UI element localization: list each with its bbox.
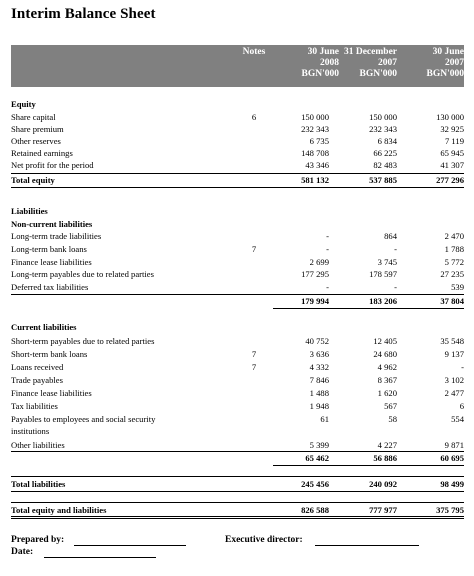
row-label: Net profit for the period xyxy=(11,160,94,170)
table-row xyxy=(11,147,464,159)
prepared-by-signature-line xyxy=(74,545,186,546)
row-value-2008: 61 xyxy=(320,414,329,424)
row-value-dec-2007: - xyxy=(394,282,397,292)
header-col3-date: 30 June xyxy=(432,47,464,57)
table-row xyxy=(11,400,464,412)
row-label: Finance lease liabilities xyxy=(11,388,92,398)
column-header-bar xyxy=(11,45,464,87)
row-label: Total equity and liabilities xyxy=(11,505,107,515)
row-label: institutions xyxy=(11,426,50,436)
table-row xyxy=(11,281,464,293)
row-label: Long-term bank loans xyxy=(11,244,87,254)
row-value-dec-2007: 537 885 xyxy=(369,175,397,185)
row-value-dec-2007: 232 343 xyxy=(369,124,397,134)
row-note: 7 xyxy=(251,349,257,359)
row-value-dec-2007: 4 227 xyxy=(377,440,397,450)
row-label: Short-term bank loans xyxy=(11,349,88,359)
table-row xyxy=(11,268,464,280)
table-row xyxy=(11,413,464,425)
row-value-jun-2007: 277 296 xyxy=(436,175,464,185)
header-col1-date: 30 June xyxy=(307,47,339,57)
header-col-30-june-2008 xyxy=(283,47,339,80)
table-row xyxy=(11,348,464,360)
row-value-2008: 1 488 xyxy=(309,388,329,398)
row-value-2008: 65 462 xyxy=(305,453,329,463)
row-value-jun-2007: 2 470 xyxy=(444,231,464,241)
row-value-dec-2007: 178 597 xyxy=(369,269,397,279)
section-label: Equity xyxy=(11,99,36,109)
row-label: Other reserves xyxy=(11,136,61,146)
row-value-2008: 6 735 xyxy=(309,136,329,146)
row-value-dec-2007: 6 834 xyxy=(377,136,397,146)
row-label: Total equity xyxy=(11,175,55,185)
row-label: Share capital xyxy=(11,112,56,122)
row-label: Retained earnings xyxy=(11,148,73,158)
prepared-by-label: Prepared by: xyxy=(11,535,65,545)
row-value-jun-2007: 35 548 xyxy=(440,336,464,346)
row-value-jun-2007: 375 795 xyxy=(436,505,464,515)
row-value-jun-2007: 60 695 xyxy=(440,453,464,463)
table-row xyxy=(11,123,464,135)
row-value-dec-2007: 150 000 xyxy=(369,112,397,122)
section-label: Current liabilities xyxy=(11,322,77,332)
row-value-jun-2007: 9 871 xyxy=(444,440,464,450)
row-label: Deferred tax liabilities xyxy=(11,282,89,292)
row-value-2008: 43 346 xyxy=(305,160,329,170)
row-value-2008: 2 699 xyxy=(309,257,329,267)
row-value-jun-2007: - xyxy=(461,362,464,372)
row-value-jun-2007: 9 137 xyxy=(444,349,464,359)
row-value-2008: 177 295 xyxy=(301,269,329,279)
row-value-dec-2007: 1 620 xyxy=(377,388,397,398)
row-value-2008: - xyxy=(326,282,329,292)
header-col-31-december-2007 xyxy=(339,47,397,80)
row-value-dec-2007: 56 886 xyxy=(373,453,397,463)
section-heading-equity xyxy=(11,98,464,110)
table-row xyxy=(11,230,464,242)
grand-total-row xyxy=(11,504,464,516)
section-heading-liabilities xyxy=(11,205,464,217)
executive-director-signature-line xyxy=(315,545,419,546)
table-row xyxy=(11,361,464,373)
row-value-jun-2007: 7 119 xyxy=(444,136,464,146)
header-col1-unit: BGN'000 xyxy=(301,69,339,79)
header-col-30-june-2007 xyxy=(404,47,464,80)
table-row xyxy=(11,243,464,255)
row-value-dec-2007: 66 225 xyxy=(373,148,397,158)
header-col3-unit: BGN'000 xyxy=(426,69,464,79)
row-value-jun-2007: 2 477 xyxy=(444,388,464,398)
row-label: Total liabilities xyxy=(11,479,66,489)
row-value-2008: - xyxy=(326,231,329,241)
row-value-dec-2007: - xyxy=(394,244,397,254)
row-label: Finance lease liabilities xyxy=(11,257,92,267)
row-value-2008: 245 456 xyxy=(301,479,329,489)
page-title: Interim Balance Sheet xyxy=(11,6,156,22)
noncurrent-subtotal-row xyxy=(11,295,464,307)
row-value-jun-2007: 65 945 xyxy=(440,148,464,158)
row-value-jun-2007: 130 000 xyxy=(436,112,464,122)
row-value-dec-2007: 864 xyxy=(384,231,397,241)
header-col2-year: 2007 xyxy=(378,58,397,68)
row-value-2008: 826 588 xyxy=(301,505,329,515)
row-value-2008: 4 332 xyxy=(309,362,329,372)
row-note: 7 xyxy=(251,362,257,372)
row-value-dec-2007: 8 367 xyxy=(377,375,397,385)
row-value-dec-2007: 3 745 xyxy=(377,257,397,267)
current-subtotal-row xyxy=(11,452,464,464)
row-value-dec-2007: 24 680 xyxy=(373,349,397,359)
row-label: Short-term payables due to related parties xyxy=(11,336,155,346)
row-value-jun-2007: 3 102 xyxy=(444,375,464,385)
table-row xyxy=(11,159,464,171)
row-value-2008: 7 846 xyxy=(309,375,329,385)
row-value-2008: - xyxy=(326,244,329,254)
header-col1-year: 2008 xyxy=(320,58,339,68)
row-value-jun-2007: 5 772 xyxy=(444,257,464,267)
row-value-dec-2007: 567 xyxy=(384,401,397,411)
table-row xyxy=(11,135,464,147)
table-row xyxy=(11,335,464,347)
row-label: Share premium xyxy=(11,124,64,134)
row-value-dec-2007: 183 206 xyxy=(369,296,397,306)
table-row xyxy=(11,256,464,268)
row-note: 7 xyxy=(251,244,257,254)
row-label: Long-term trade liabilities xyxy=(11,231,102,241)
row-value-jun-2007: 27 235 xyxy=(440,269,464,279)
row-label: Tax liabilities xyxy=(11,401,58,411)
row-value-2008: 148 708 xyxy=(301,148,329,158)
header-notes: Notes xyxy=(242,47,266,57)
row-label: Long-term payables due to related parties xyxy=(11,269,154,279)
row-value-2008: 179 994 xyxy=(301,296,329,306)
row-value-jun-2007: 37 804 xyxy=(440,296,464,306)
row-note: 6 xyxy=(251,112,257,122)
table-row xyxy=(11,439,464,451)
total-liabilities-row xyxy=(11,478,464,490)
table-row xyxy=(11,425,464,437)
row-value-jun-2007: 554 xyxy=(451,414,464,424)
row-value-dec-2007: 58 xyxy=(388,414,397,424)
row-value-jun-2007: 6 xyxy=(459,401,464,411)
row-value-2008: 1 948 xyxy=(309,401,329,411)
subsection-heading-noncurrent xyxy=(11,218,464,230)
row-label: Payables to employees and social security xyxy=(11,414,156,424)
row-label: Trade payables xyxy=(11,375,63,385)
subsection-heading-current xyxy=(11,321,464,333)
row-value-jun-2007: 98 499 xyxy=(440,479,464,489)
row-value-jun-2007: 1 788 xyxy=(444,244,464,254)
row-value-dec-2007: 777 977 xyxy=(369,505,397,515)
divider xyxy=(273,465,464,466)
row-value-dec-2007: 240 092 xyxy=(369,479,397,489)
header-col2-date: 31 December xyxy=(343,47,397,57)
row-value-jun-2007: 539 xyxy=(451,282,464,292)
date-signature-line xyxy=(44,557,156,558)
row-label: Other liabilities xyxy=(11,440,65,450)
row-value-dec-2007: 4 962 xyxy=(377,362,397,372)
row-value-dec-2007: 12 405 xyxy=(373,336,397,346)
row-label: Loans received xyxy=(11,362,64,372)
row-value-jun-2007: 41 307 xyxy=(440,160,464,170)
header-col3-year: 2007 xyxy=(445,58,464,68)
table-row xyxy=(11,374,464,386)
row-value-2008: 150 000 xyxy=(301,112,329,122)
header-col2-unit: BGN'000 xyxy=(359,69,397,79)
row-value-2008: 40 752 xyxy=(305,336,329,346)
executive-director-label: Executive director: xyxy=(225,535,303,545)
table-row xyxy=(11,387,464,399)
row-value-dec-2007: 82 483 xyxy=(373,160,397,170)
table-row xyxy=(11,111,464,123)
row-value-2008: 5 399 xyxy=(309,440,329,450)
row-value-2008: 581 132 xyxy=(301,175,329,185)
section-label: Liabilities xyxy=(11,206,48,216)
divider xyxy=(273,308,464,309)
row-value-2008: 3 636 xyxy=(309,349,329,359)
section-label: Non-current liabilities xyxy=(11,219,93,229)
total-equity-row xyxy=(11,174,464,186)
date-label: Date: xyxy=(11,547,34,557)
row-value-jun-2007: 32 925 xyxy=(440,124,464,134)
row-value-2008: 232 343 xyxy=(301,124,329,134)
